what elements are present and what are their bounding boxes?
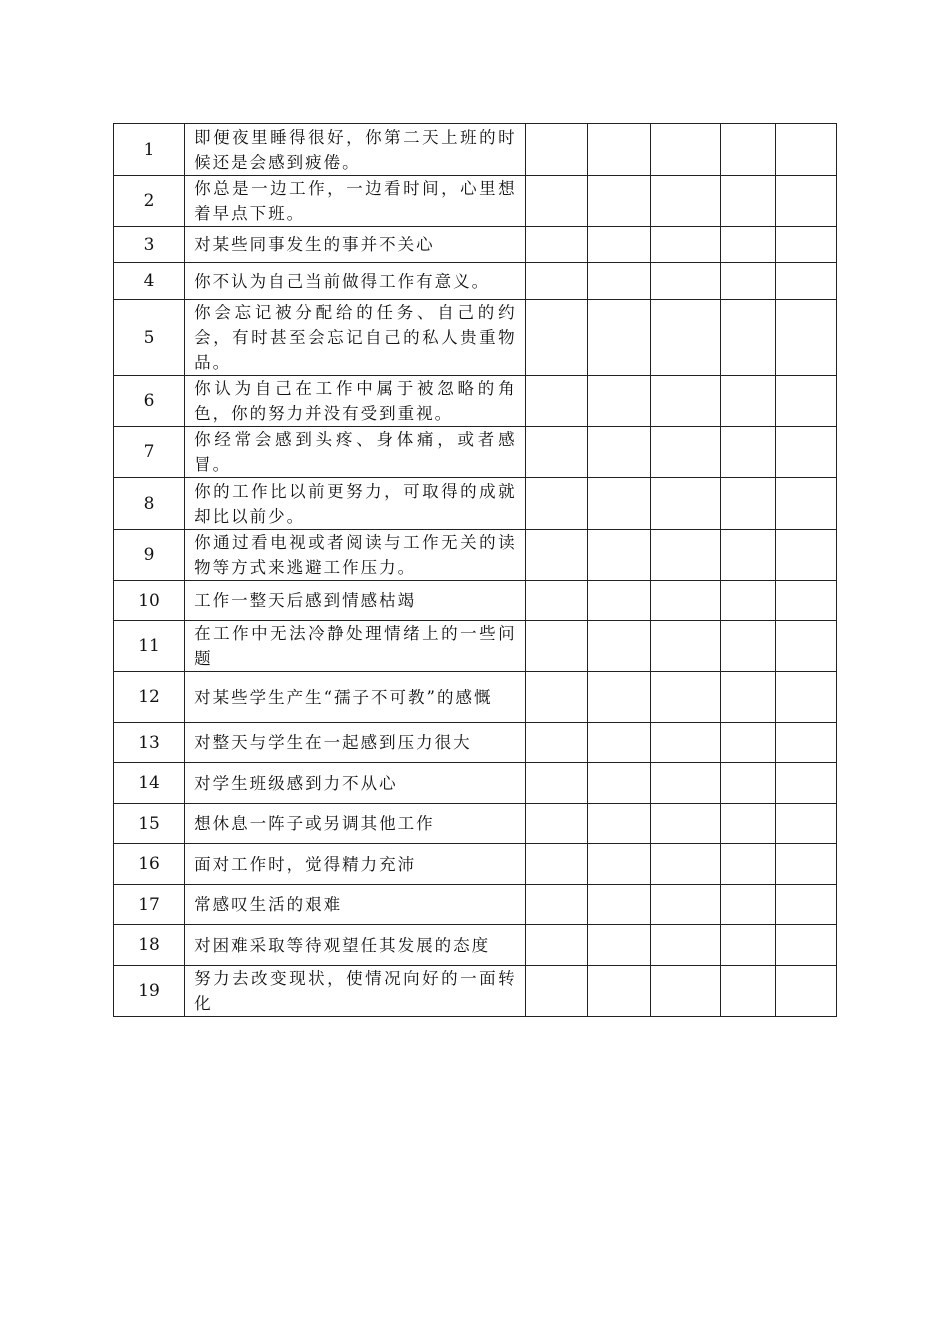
question-number: 16 [114, 844, 185, 885]
answer-cell[interactable] [650, 376, 720, 427]
question-text: 你不认为自己当前做得工作有意义。 [185, 263, 525, 300]
answer-cell[interactable] [587, 478, 650, 530]
answer-cell[interactable] [720, 124, 775, 176]
answer-cell[interactable] [650, 672, 720, 723]
question-text: 你经常会感到头疼、身体痛，或者感冒。 [185, 427, 525, 478]
answer-cell[interactable] [525, 581, 587, 621]
answer-cell[interactable] [525, 376, 587, 427]
answer-cell[interactable] [525, 966, 587, 1017]
answer-cell[interactable] [587, 966, 650, 1017]
answer-cell[interactable] [587, 763, 650, 804]
answer-cell[interactable] [720, 844, 775, 885]
answer-cell[interactable] [775, 844, 836, 885]
answer-cell[interactable] [587, 427, 650, 478]
answer-cell[interactable] [525, 763, 587, 804]
answer-cell[interactable] [587, 176, 650, 227]
question-number: 6 [114, 376, 185, 427]
question-number: 5 [114, 300, 185, 376]
question-number: 2 [114, 176, 185, 227]
table-row [114, 804, 837, 844]
question-number: 15 [114, 804, 185, 844]
table-row [114, 581, 837, 621]
question-number: 8 [114, 478, 185, 530]
answer-cell[interactable] [650, 844, 720, 885]
answer-cell[interactable] [650, 763, 720, 804]
answer-cell[interactable] [525, 925, 587, 966]
question-text: 对困难采取等待观望任其发展的态度 [185, 925, 525, 966]
question-text: 面对工作时，觉得精力充沛 [185, 844, 525, 885]
question-number: 18 [114, 925, 185, 966]
question-number: 12 [114, 672, 185, 723]
table-row [114, 621, 837, 672]
answer-cell[interactable] [775, 763, 836, 804]
question-text: 对某些学生产生“孺子不可教”的感慨 [185, 672, 525, 723]
answer-cell[interactable] [720, 966, 775, 1017]
answer-cell[interactable] [720, 925, 775, 966]
answer-cell[interactable] [587, 227, 650, 263]
answer-cell[interactable] [650, 530, 720, 581]
answer-cell[interactable] [587, 804, 650, 844]
table-row [114, 176, 837, 227]
answer-cell[interactable] [720, 478, 775, 530]
answer-cell[interactable] [775, 478, 836, 530]
table-row [114, 263, 837, 300]
answer-cell[interactable] [525, 300, 587, 376]
answer-cell[interactable] [650, 966, 720, 1017]
question-text: 对某些同事发生的事并不关心 [185, 227, 525, 263]
answer-cell[interactable] [775, 804, 836, 844]
answer-cell[interactable] [650, 300, 720, 376]
question-number: 11 [114, 621, 185, 672]
answer-cell[interactable] [775, 124, 836, 176]
answer-cell[interactable] [720, 376, 775, 427]
answer-cell[interactable] [650, 176, 720, 227]
answer-cell[interactable] [775, 227, 836, 263]
question-text: 即便夜里睡得很好，你第二天上班的时候还是会感到疲倦。 [185, 124, 525, 176]
answer-cell[interactable] [775, 427, 836, 478]
answer-cell[interactable] [775, 300, 836, 376]
answer-cell[interactable] [525, 885, 587, 925]
table-row [114, 844, 837, 885]
answer-cell[interactable] [587, 124, 650, 176]
answer-cell[interactable] [720, 176, 775, 227]
question-number: 14 [114, 763, 185, 804]
question-text: 工作一整天后感到情感枯竭 [185, 581, 525, 621]
table-row [114, 124, 837, 176]
answer-cell[interactable] [775, 376, 836, 427]
question-number: 19 [114, 966, 185, 1017]
answer-cell[interactable] [525, 263, 587, 300]
answer-cell[interactable] [775, 672, 836, 723]
answer-cell[interactable] [775, 885, 836, 925]
question-text: 想休息一阵子或另调其他工作 [185, 804, 525, 844]
answer-cell[interactable] [720, 672, 775, 723]
answer-cell[interactable] [650, 124, 720, 176]
answer-cell[interactable] [650, 885, 720, 925]
table-row [114, 478, 837, 530]
answer-cell[interactable] [587, 581, 650, 621]
answer-cell[interactable] [720, 621, 775, 672]
answer-cell[interactable] [525, 672, 587, 723]
answer-cell[interactable] [775, 723, 836, 763]
answer-cell[interactable] [650, 427, 720, 478]
table-row [114, 376, 837, 427]
question-text: 常感叹生活的艰难 [185, 885, 525, 925]
answer-cell[interactable] [650, 263, 720, 300]
answer-cell[interactable] [775, 581, 836, 621]
question-number: 7 [114, 427, 185, 478]
answer-cell[interactable] [720, 763, 775, 804]
answer-cell[interactable] [525, 124, 587, 176]
answer-cell[interactable] [525, 621, 587, 672]
question-text: 你总是一边工作，一边看时间，心里想着早点下班。 [185, 176, 525, 227]
answer-cell[interactable] [587, 263, 650, 300]
answer-cell[interactable] [650, 804, 720, 844]
question-text: 对整天与学生在一起感到压力很大 [185, 723, 525, 763]
answer-cell[interactable] [720, 263, 775, 300]
question-number: 3 [114, 227, 185, 263]
answer-cell[interactable] [650, 227, 720, 263]
answer-cell[interactable] [587, 376, 650, 427]
answer-cell[interactable] [587, 885, 650, 925]
answer-cell[interactable] [720, 581, 775, 621]
question-text: 努力去改变现状，使情况向好的一面转化 [185, 966, 525, 1017]
answer-cell[interactable] [650, 478, 720, 530]
table-row [114, 672, 837, 723]
answer-cell[interactable] [650, 581, 720, 621]
question-text: 你的工作比以前更努力，可取得的成就却比以前少。 [185, 478, 525, 530]
question-number: 9 [114, 530, 185, 581]
answer-cell[interactable] [775, 925, 836, 966]
table-row [114, 925, 837, 966]
question-text: 在工作中无法冷静处理情绪上的一些问题 [185, 621, 525, 672]
question-text: 你认为自己在工作中属于被忽略的角色，你的努力并没有受到重视。 [185, 376, 525, 427]
question-number: 17 [114, 885, 185, 925]
answer-cell[interactable] [720, 723, 775, 763]
answer-cell[interactable] [587, 844, 650, 885]
answer-cell[interactable] [525, 530, 587, 581]
answer-cell[interactable] [525, 227, 587, 263]
question-number: 4 [114, 263, 185, 300]
answer-cell[interactable] [525, 478, 587, 530]
question-text: 你通过看电视或者阅读与工作无关的读物等方式来逃避工作压力。 [185, 530, 525, 581]
question-number: 13 [114, 723, 185, 763]
answer-cell[interactable] [775, 263, 836, 300]
answer-cell[interactable] [775, 176, 836, 227]
answer-cell[interactable] [650, 621, 720, 672]
answer-cell[interactable] [587, 530, 650, 581]
answer-cell[interactable] [720, 300, 775, 376]
answer-cell[interactable] [525, 427, 587, 478]
question-number: 1 [114, 124, 185, 176]
answer-cell[interactable] [650, 723, 720, 763]
question-text: 你会忘记被分配给的任务、自己的约会，有时甚至会忘记自己的私人贵重物品。 [185, 300, 525, 376]
answer-cell[interactable] [525, 723, 587, 763]
answer-cell[interactable] [587, 723, 650, 763]
question-number: 10 [114, 581, 185, 621]
table-row [114, 885, 837, 925]
answer-cell[interactable] [720, 427, 775, 478]
answer-cell[interactable] [525, 804, 587, 844]
table-row [114, 300, 837, 376]
table-row [114, 427, 837, 478]
questionnaire-table [113, 123, 837, 1017]
answer-cell[interactable] [525, 176, 587, 227]
table-row [114, 227, 837, 263]
answer-cell[interactable] [720, 885, 775, 925]
answer-cell[interactable] [587, 621, 650, 672]
answer-cell[interactable] [775, 530, 836, 581]
question-text: 对学生班级感到力不从心 [185, 763, 525, 804]
answer-cell[interactable] [775, 966, 836, 1017]
answer-cell[interactable] [720, 227, 775, 263]
answer-cell[interactable] [587, 672, 650, 723]
answer-cell[interactable] [525, 844, 587, 885]
table-row [114, 723, 837, 763]
answer-cell[interactable] [587, 925, 650, 966]
table-row [114, 763, 837, 804]
answer-cell[interactable] [720, 530, 775, 581]
table-row [114, 530, 837, 581]
table-row [114, 966, 837, 1017]
answer-cell[interactable] [775, 621, 836, 672]
answer-cell[interactable] [650, 925, 720, 966]
answer-cell[interactable] [720, 804, 775, 844]
answer-cell[interactable] [587, 300, 650, 376]
